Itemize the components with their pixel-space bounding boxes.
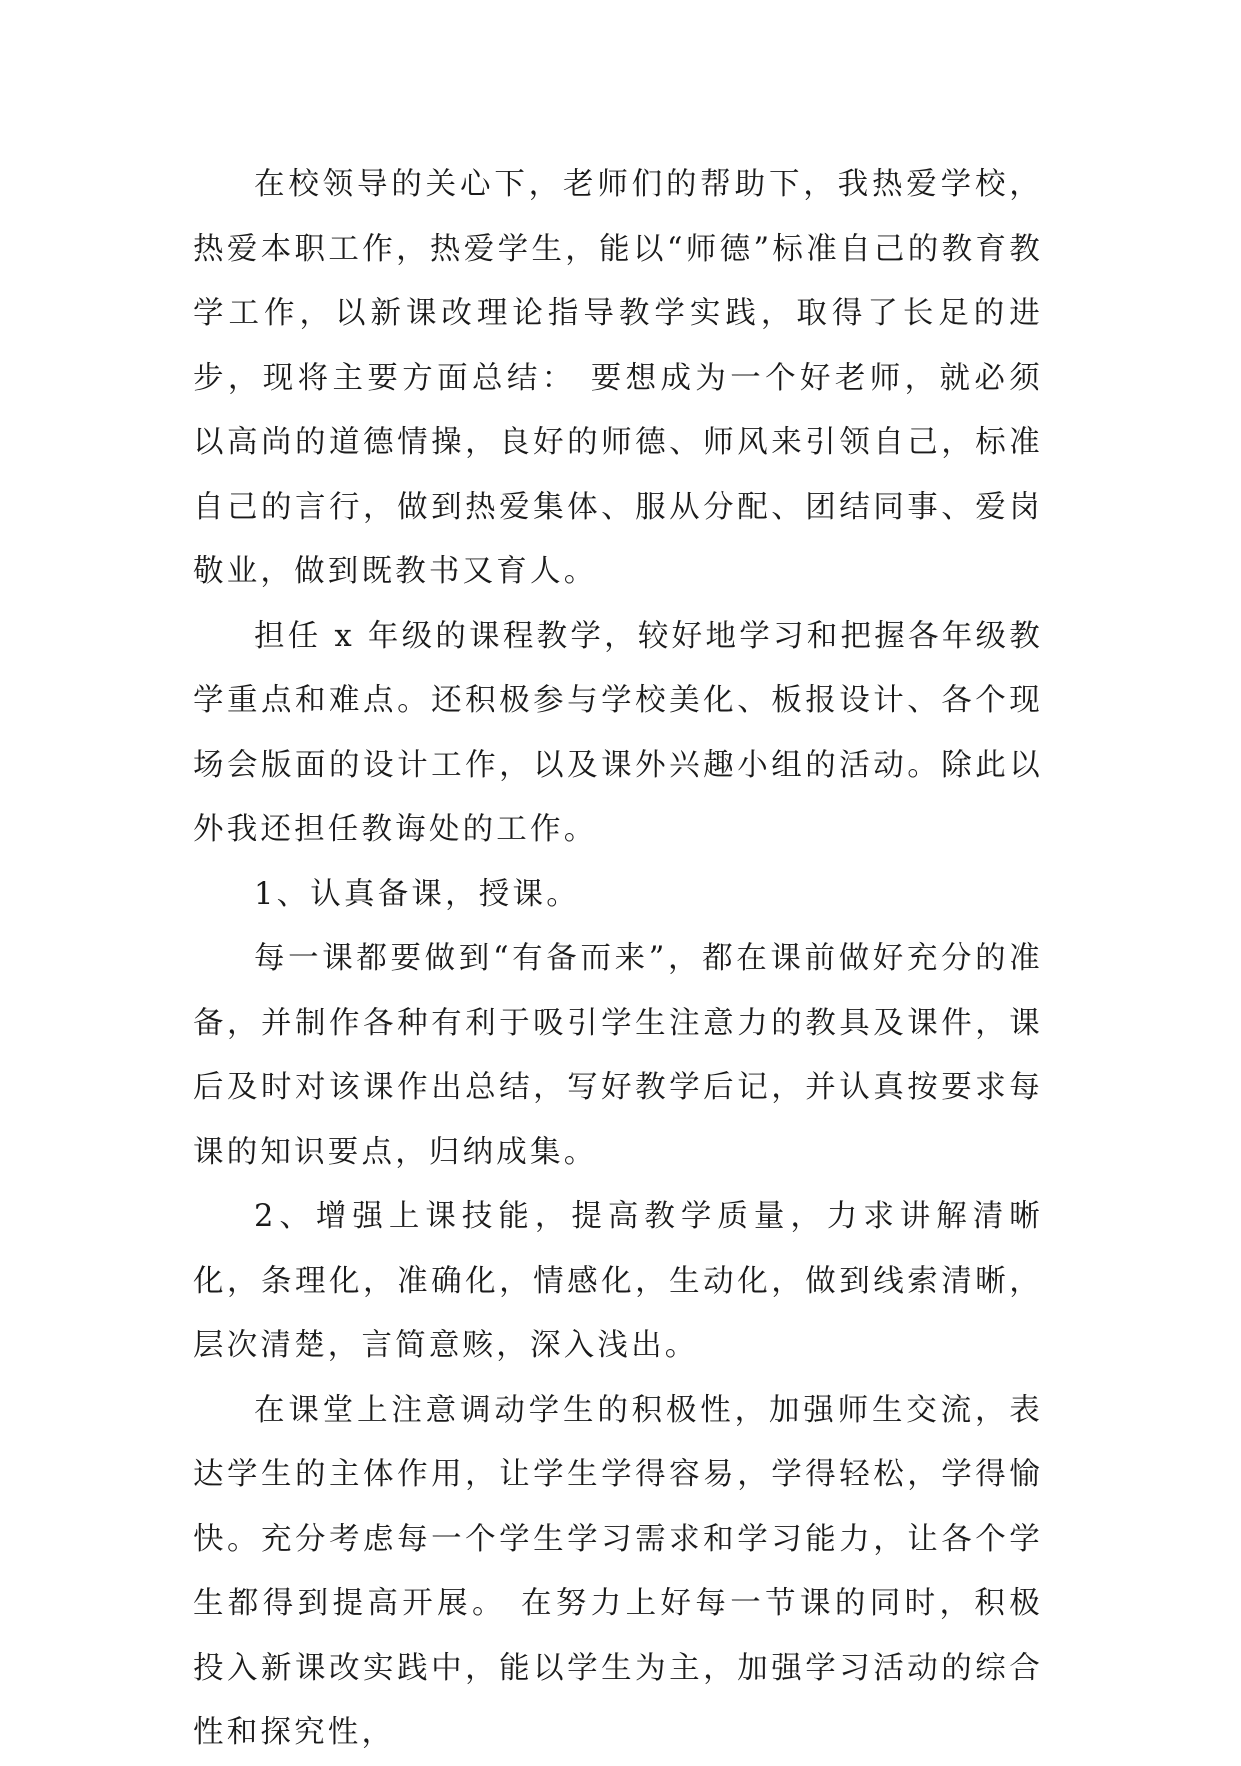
paragraph-classroom: 在课堂上注意调动学生的积极性，加强师生交流，表达学生的主体作用，让学生学得容易，学得轻松，学得愉快。充分考虑每一个学生学习需求和学习能力，让各个学生都得到提高开展。 在努力上好每一节课的同时，积极投入新课改实践中，能以学生为主，加强学习活动的综合性和探究性， bbox=[193, 1392, 1043, 1750]
document-body bbox=[193, 153, 1043, 1766]
paragraph-duties: 担任 x 年级的课程教学，较好地学习和把握各年级教学重点和难点。还积极参与学校美化、板报设计、各个现场会版面的设计工作，以及课外兴趣小组的活动。除此以外我还担任教诲处的工作。 bbox=[193, 618, 1043, 847]
paragraph-intro: 在校领导的关心下，老师们的帮助下，我热爱学校，热爱本职工作，热爱学生，能以“师德”标准自己的教育教学工作，以新课改理论指导教学实践，取得了长足的进步，现将主要方面总结： 要想成为一个好老师，就必须以高尚的道德情操，良好的师德、师风来引领自己，标准自己的言行，做到热爱集体、服从分配、团结同事、爱岗敬业，做到既教书又育人。 bbox=[193, 167, 1043, 589]
paragraph-heading-2: 2、增强上课技能，提高教学质量，力求讲解清晰化，条理化，准确化，情感化，生动化，做到线索清晰，层次清楚，言简意赅，深入浅出。 bbox=[193, 1199, 1043, 1363]
paragraph-preparation: 每一课都要做到“有备而来”，都在课前做好充分的准备，并制作各种有利于吸引学生注意力的教具及课件，课后及时对该课作出总结，写好教学后记，并认真按要求每课的知识要点，归纳成集。 bbox=[193, 941, 1043, 1170]
paragraph-heading-1: 1、认真备课，授课。 bbox=[254, 876, 580, 912]
